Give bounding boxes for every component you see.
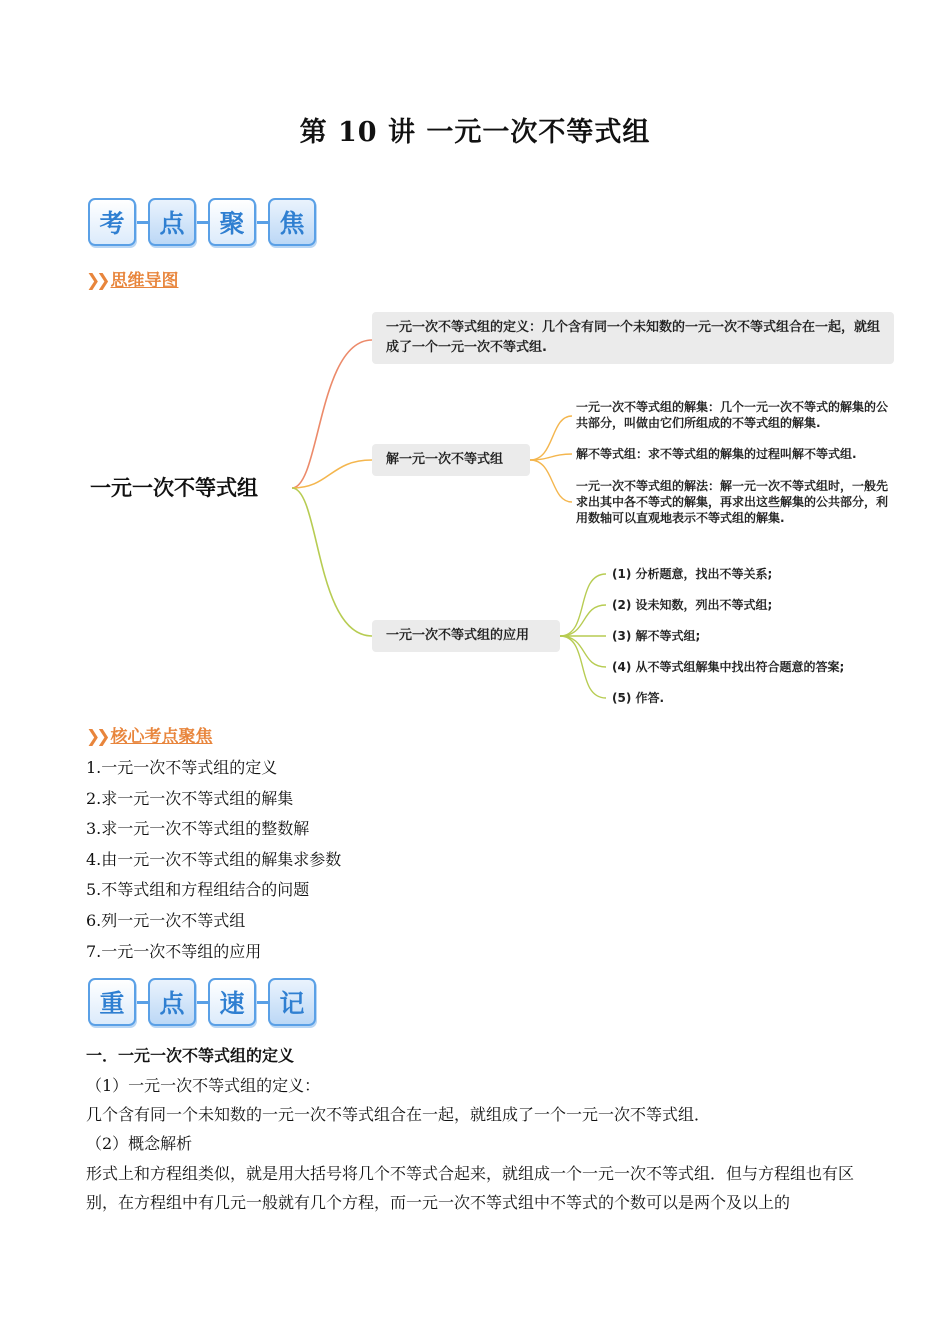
list-item: 3.求一元一次不等式组的整数解	[86, 819, 310, 839]
connector-b2-leaf2	[530, 454, 572, 460]
mindmap-leaf: (2) 设未知数，列出不等式组;	[612, 598, 773, 612]
connector-b3-leaf2	[560, 605, 606, 636]
section-badge-zhongdiansuji	[88, 978, 316, 1026]
paragraph: 几个含有同一个未知数的一元一次不等式组合在一起，就组成了一个一元一次不等式组．	[86, 1105, 711, 1124]
heading-mindmap-text: 思维导图	[110, 271, 179, 291]
connector-b3-leaf4	[560, 636, 606, 667]
connector-b3-leaf1	[560, 574, 606, 636]
connector-branch1	[292, 340, 372, 488]
mindmap-leaf: (4) 从不等式组解集中找出符合题意的答案;	[612, 660, 845, 674]
mindmap-branch-application: 一元一次不等式组的应用	[372, 620, 560, 652]
connector-branch3	[292, 488, 372, 636]
heading-mindmap	[86, 266, 179, 291]
double-chevron-icon: ❯❯	[86, 727, 107, 747]
badge-char: 重	[88, 978, 136, 1026]
connector-branch2	[292, 460, 372, 488]
badge-char: 点	[148, 978, 196, 1026]
connector-b2-leaf3	[530, 460, 572, 502]
mindmap-leaf: 解不等式组：求不等式组的解集的过程叫解不等式组.	[576, 447, 857, 461]
badge-char: 聚	[208, 198, 256, 246]
badge-connector	[196, 221, 208, 224]
badge-char: 焦	[268, 198, 316, 246]
mindmap-leaf: (3) 解不等式组;	[612, 629, 701, 643]
mindmap-leaf: (5) 作答.	[612, 691, 665, 705]
badge-connector	[256, 1001, 268, 1004]
list-item: 2.求一元一次不等式组的解集	[86, 788, 294, 808]
core-points-list	[86, 753, 341, 967]
list-item: 7.一元一次不等组的应用	[86, 941, 262, 961]
badge-connector	[256, 221, 268, 224]
subsection-label: （1）一元一次不等式组的定义：	[86, 1076, 321, 1095]
mind-map	[0, 300, 950, 710]
mindmap-branch-solve: 解一元一次不等式组	[372, 444, 530, 476]
section-badge-kaodianjujiao	[88, 198, 316, 246]
heading-core-text: 核心考点聚焦	[110, 727, 213, 747]
mindmap-leaf: 一元一次不等式组的解集：几个一元一次不等式的解集的公共部分，叫做由它们所组成的不等式组的解集.	[576, 400, 889, 430]
list-item: 1.一元一次不等式组的定义	[86, 758, 278, 777]
badge-connector	[136, 1001, 148, 1004]
badge-char: 点	[148, 198, 196, 246]
mindmap-root: 一元一次不等式组	[90, 476, 258, 500]
section-title: 一．一元一次不等式组的定义	[86, 1046, 295, 1065]
paragraph: 形式上和方程组类似，就是用大括号将几个不等式合起来，就组成一个一元一次不等式组．但与方程组也有区别，在方程组中有几元一般就有几个方程，而一元一次不等式组中不等式的个数可以是两个及以上的	[86, 1164, 855, 1212]
double-chevron-icon: ❯❯	[86, 271, 107, 291]
subsection-label: （2）概念解析	[86, 1134, 193, 1153]
list-item: 5.不等式组和方程组结合的问题	[86, 880, 310, 900]
mindmap-branch-definition: 一元一次不等式组的定义：几个含有同一个未知数的一元一次不等式组合在一起，就组成了一个一元一次不等式组.	[372, 312, 894, 364]
mindmap-leaf: 一元一次不等式组的解法：解一元一次不等式组时，一般先求出其中各不等式的解集，再求出这些解集的公共部分，利用数轴可以直观地表示不等式组的解集.	[576, 479, 889, 525]
mindmap-leaf: (1) 分析题意，找出不等关系;	[612, 567, 773, 581]
list-item: 6.列一元一次不等式组	[86, 910, 246, 930]
badge-connector	[196, 1001, 208, 1004]
heading-core	[86, 722, 213, 747]
badge-char: 速	[208, 978, 256, 1026]
badge-char: 考	[88, 198, 136, 246]
connector-b2-leaf1	[530, 416, 572, 460]
list-item: 4.由一元一次不等式组的解集求参数	[86, 849, 342, 869]
connector-b3-leaf5	[560, 636, 606, 698]
badge-connector	[136, 221, 148, 224]
page-title: 第 10 讲 一元一次不等式组	[299, 117, 651, 148]
badge-char: 记	[268, 978, 316, 1026]
